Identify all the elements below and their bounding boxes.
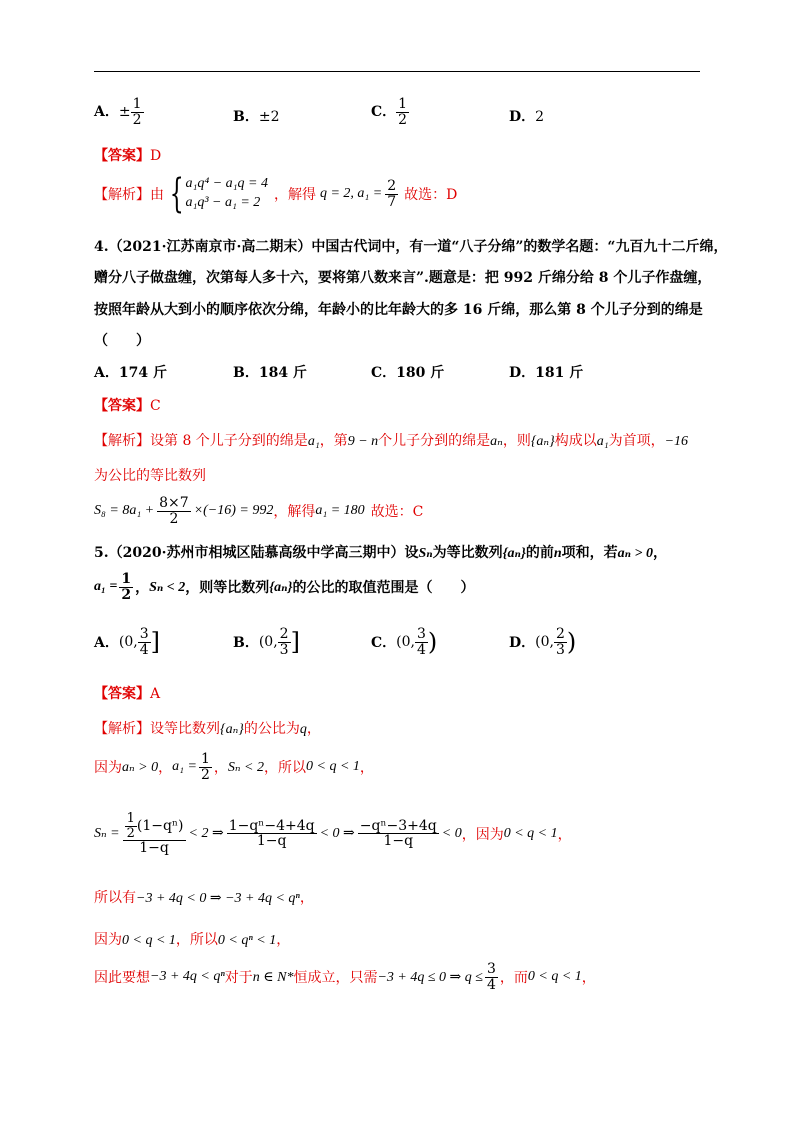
q3-answer: 【答案】D [94,148,162,164]
q4-stem-line1: 4.（2021·江苏南京市·高二期末）中国古代词中，有一道“八子分绵”的数学名题：“九百九十二斤绵， [94,239,728,255]
q4-option-b: B．184 斤 [233,365,307,381]
q4-analysis-equation: S₈ = 8a₁ + $\frac{8\times 7}{2}$ ×(−16) = 992 ，解得 a₁ = 180 故选：C [94,495,424,527]
fraction: $\frac{8\times 7}{2}$ [159,495,189,527]
fraction-numerator: $\frac{1}{2}$ (1−qⁿ) [123,812,186,841]
equation-system: { a₁q⁴ − a₁q = 4 a₁q³ − a₁ = 2 [169,171,268,217]
q5-analysis-line6: 因此要想 −3 + 4q < qⁿ 对于 n ∈ N* 恒成立，只需 −3 + 4q ≤ 0 ⇒ q ≤ $\frac{3}{4}$ ，而 0 < q < 1 ， [94,961,596,993]
q3-option-d: D．2 [509,109,545,125]
q4-option-d: D．181 斤 [509,365,584,381]
q5-analysis-line5: 因为0 < q < 1，所以0 < qⁿ < 1， [94,932,291,948]
fraction: $\frac{1}{2}$ (1−qⁿ) 1−q [123,812,186,856]
fraction: $\frac{3}{4}$ [486,961,496,993]
q4-analysis-line2: 为公比的等比数列 [94,468,206,484]
fraction: $\frac{2}{3}$ [555,626,565,658]
q5-analysis-line3: Sₙ = $\frac{1}{2}$ (1−qⁿ) 1−q < 2 ⇒ $\frac{\text{1−qⁿ−4+4q}}{1-q}$ < 0 ⇒ $\frac{\text{−qⁿ−3+4q}}{1-q}$ < 0 ，因为 0 < q < 1 ， [94,811,572,857]
q4-option-c: C．180 斤 [371,365,445,381]
q5-stem-line2: a₁ = $\frac{1}{2}$ ， Sₙ < 2 ，则等比数列 {aₙ} 的公比的取值范围是（ ） [94,571,475,603]
q5-analysis-line4: 所以有−3 + 4q < 0 ⇒ −3 + 4q < qⁿ， [94,890,314,906]
fraction: $\frac{2}{7}$ [387,177,397,210]
q4-analysis-line1: 【解析】设第 8 个儿子分到的绵是a₁，第9 − n个儿子分到的绵是aₙ，则{aₙ}构成以a₁为首项，−16 [94,433,689,449]
fraction: $\frac{1}{2}$ [398,96,408,128]
q3-option-c: C． $\frac{1}{2}$ [371,96,408,128]
fraction: $\frac{1}{2}$ [126,811,135,841]
fraction: $\frac{1}{2}$ [121,571,132,603]
q4-stem-line2: 赠分八子做盘缠，次第每人多十六，要将第八数来言”.题意是：把 992 斤绵分给 8 个儿子作盘缠， [94,270,712,286]
q5-answer: 【答案】A [94,686,161,702]
fraction: $\frac{3}{4}$ [139,626,149,658]
q5-option-b: B． (0, $\frac{2}{3}$ ] [233,626,300,658]
brace-icon: { [169,171,184,217]
q5-analysis-line2: 因为 aₙ > 0 ， a₁ = $\frac{1}{2}$ ， Sₙ < 2 ，所以 0 < q < 1 ， [94,751,374,783]
q4-answer: 【答案】C [94,398,161,414]
q4-option-a: A．174 斤 [94,365,167,381]
q5-option-a: A． (0, $\frac{3}{4}$ ] [94,626,160,658]
q3-analysis: 【解析】 由 { a₁q⁴ − a₁q = 4 a₁q³ − a₁ = 2 ，解得 q = 2, a₁ = $\frac{2}{7}$ 故选：D [94,171,458,217]
q4-stem-line4: （ ） [94,333,150,349]
fraction: $\frac{1}{2}$ [200,751,210,783]
fraction: $\frac{\text{1−qⁿ−4+4q}}{1-q}$ [228,817,315,850]
q5-stem-line1: 5.（2020·苏州市相城区陆慕高级中学高三期中）设Sₙ为等比数列{aₙ}的前n项和，若aₙ > 0， [94,545,668,561]
q3-option-b: B．±2 [233,109,280,125]
fraction: $\frac{\text{−qⁿ−3+4q}}{1-q}$ [359,817,437,850]
header-rule [94,71,700,72]
fraction: $\frac{3}{4}$ [416,626,426,658]
q5-option-c: C． (0, $\frac{3}{4}$ ) [371,626,438,658]
q4-stem-line3: 按照年龄从大到小的顺序依次分绵，年龄小的比年龄大的多 16 斤绵，那么第 8 个儿子分到的绵是 [94,302,703,318]
fraction: $\frac{2}{3}$ [279,626,289,658]
q5-option-d: D． (0, $\frac{2}{3}$ ) [509,626,577,658]
fraction: $\frac{1}{2}$ [132,96,142,128]
q3-option-a: A．± $\frac{1}{2}$ [94,96,142,128]
q5-analysis-line1: 【解析】设等比数列{aₙ}的公比为q， [94,721,321,737]
